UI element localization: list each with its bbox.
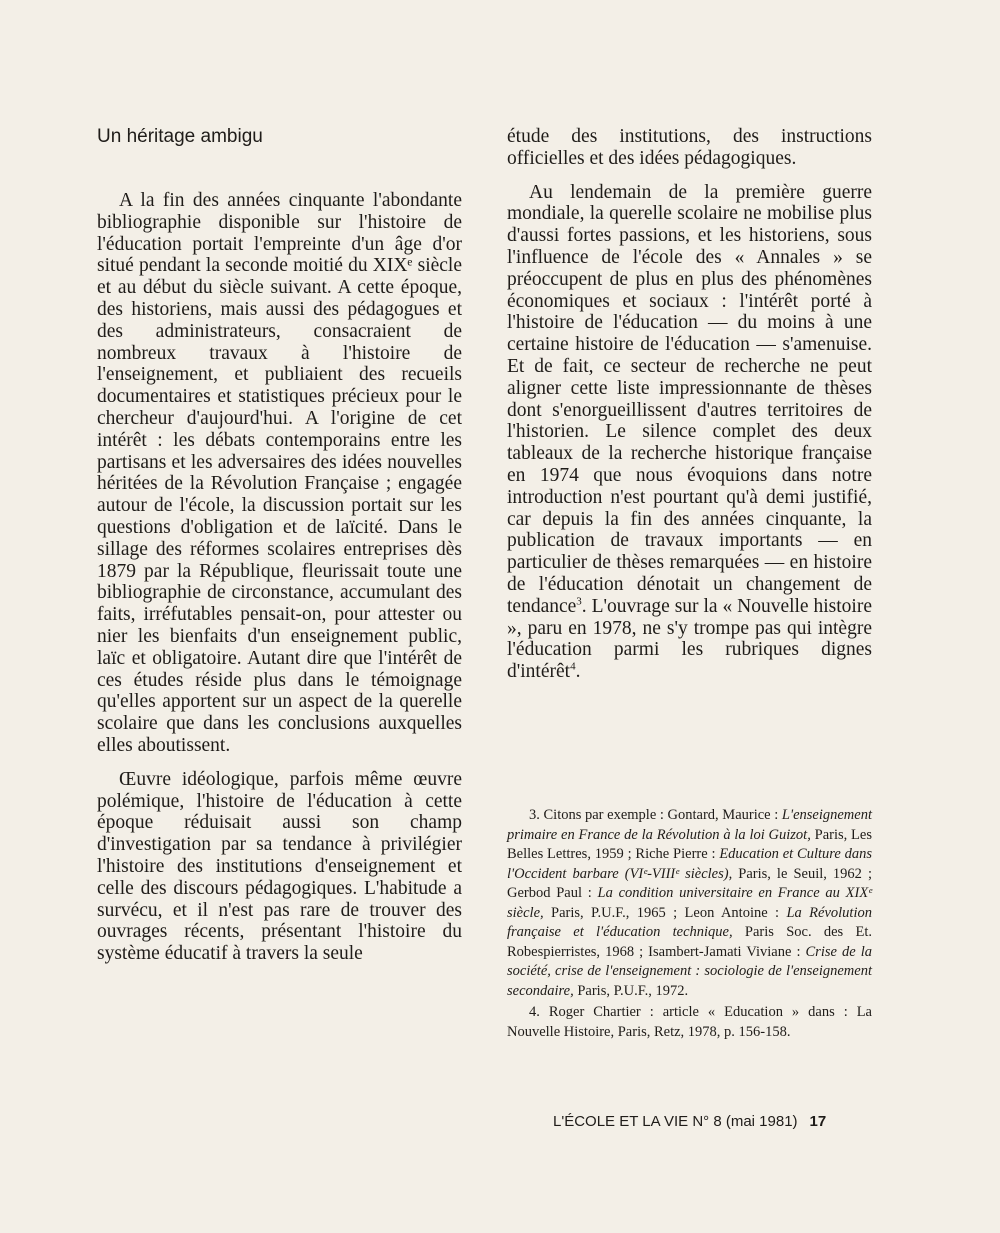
page-number: 17 [809,1113,827,1130]
footnote-book-title: Crise de la société, crise de l'enseignement : sociologie de l'enseignement secondaire, [507,943,872,999]
paragraph-text: . L'ouvrage sur la « Nouvelle histoire », paru en 1978, ne s'y trompe pas qui intègre l'éducation parmi les rubriques dignes d'intérêt [507,595,872,683]
footnote-text: Paris, P.U.F., 1965 ; Leon Antoine : [543,904,787,921]
footnote-text: Paris Soc. des Et. Robespierristes, 1968 ; Isambert-Jamati Viviane : [507,924,872,960]
paragraph-text: . [575,661,581,683]
footnotes [507,806,872,1044]
footnote-ref-3: 3 [576,595,582,608]
footnote-book-title: La condition universitaire en France au XIXᵉ siècle, [507,885,872,921]
footnote-book-title: La Révolution française et l'éducation technique, [507,904,872,940]
footnote-book-title: Education et Culture dans l'Occident barbare (VIᵉ-VIIIᵉ siècles), [507,846,872,882]
footnote-book-title: L'enseignement primaire en France de la Révolution à la loi Guizot, [507,807,872,843]
footnote-text: Paris, le Seuil, 1962 ; Gerbod Paul : [507,865,872,901]
paragraph: Œuvre idéologique, parfois même œuvre polémique, l'histoire de l'éducation à cette époque réduisait aussi son champ d'investigation par sa tendance à privilégier l'histoire des institutions d'enseignement et celle des discours pédagogiques. L'habitude a survécu, et il n'est pas rare de trouver des ouvrages récents, présentant l'histoire du système éducatif à travers la seule [97,768,462,965]
left-column [97,126,462,977]
paragraph-text: Au lendemain de la première guerre mondiale, la querelle scolaire ne mobilise plus d'aussi fortes passions, et les historiens, sous l'influence de l'école des « Annales » se préoccupent de plus en plus des phénomènes économiques et sociaux : l'intérêt porté à l'histoire de l'éducation — du moins à une certaine histoire de l'éducation — s'amenuise. Et de fait, ce secteur de recherche ne peut aligner cette liste impressionnante de thèses dont s'enorgueillissent d'autres territoires de l'historien. Le silence complet des deux tableaux de la recherche historique française en 1974 que nous évoquions dans notre introduction n'est pourtant qu'à demi justifié, car depuis la fin des années cinquante, la publication de travaux importants — en particulier de thèses remarquées — en histoire de l'éducation dénotait un changement de tendance [507,181,872,617]
footnote-ref-4: 4 [570,660,576,673]
page-footer [553,1113,826,1130]
paragraph: A la fin des années cinquante l'abondante bibliographie disponible sur l'histoire de l'éducation portait l'empreinte d'un âge d'or situé pendant la seconde moitié du XIXᵉ siècle et au début du siècle suivant. A cette époque, des historiens, mais aussi des pédagogues et des administrateurs, consacraient de nombreux travaux à l'histoire de l'enseignement, et publiaient des recueils documentaires et statistiques précieux pour le chercheur d'aujourd'hui. A l'origine de cet intérêt : les débats contemporains entre les partisans et les adversaires des idées nouvelles héritées de la Révolution Française ; engagée autour de l'école, la discussion portait sur les questions d'obligation et de laïcité. Dans le sillage des réformes scolaires entreprises dès 1879 par la République, fleurissait toute une bibliographie de circonstance, accumulant des faits, irréfutables pensait-on, pour attester ou nier les bienfaits d'un enseignement public, laïc et obligatoire. Autant dire que l'intérêt de ces études réside plus dans le témoignage qu'elles apportent sur un aspect de la querelle scolaire que dans les conclusions auxquelles elles aboutissent. [97,190,462,756]
footnote-text: Paris, Les Belles Lettres, 1959 ; Riche Pierre : [507,826,872,862]
footnote-text: Paris, P.U.F., 1972. [573,982,689,999]
footnote-3 [507,806,872,1001]
paragraph [507,182,872,683]
right-column [507,126,872,695]
footnote-4: 4. Roger Chartier : article « Education » dans : La Nouvelle Histoire, Paris, Retz, 1978, p. 156-158. [507,1004,872,1040]
footnote-text: 3. Citons par exemple : Gontard, Maurice : [529,807,782,823]
journal-reference: L'ÉCOLE ET LA VIE N° 8 (mai 1981) [553,1113,798,1130]
section-title: Un héritage ambigu [97,126,263,147]
paragraph-continuation: étude des institutions, des instructions officielles et des idées pédagogiques. [507,126,872,169]
